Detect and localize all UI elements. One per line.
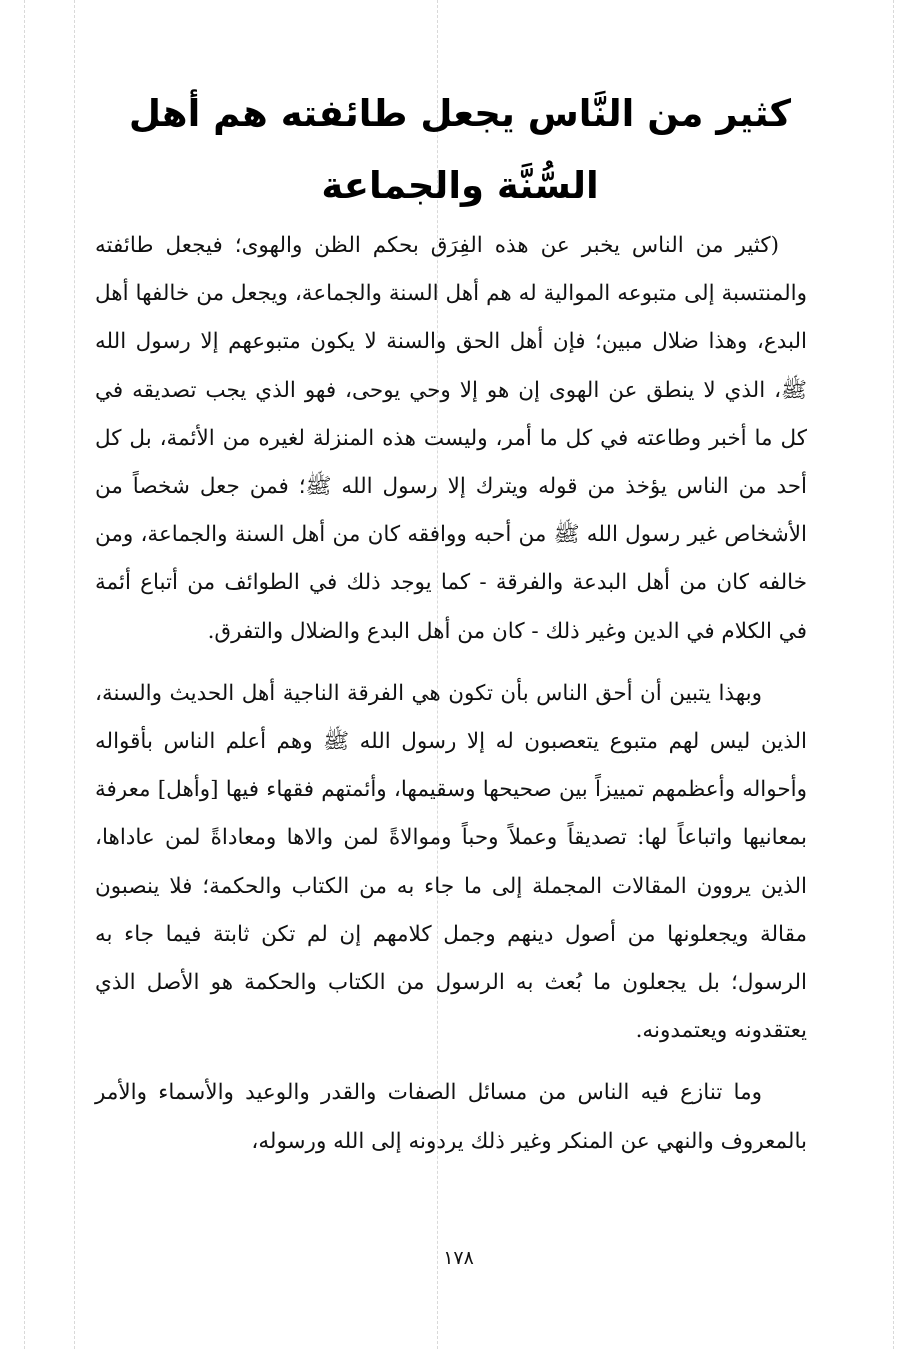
scan-artifact-line <box>893 0 894 1349</box>
paragraph-1: (كثير من الناس يخبر عن هذه الفِرَق بحكم الظن والهوى؛ فيجعل طائفته والمنتسبة إلى متبوعه الموالية له هم أهل السنة والجماعة، ويجعل من خالفها أهل البدع، وهذا ضلال مبين؛ فإن أهل الحق والسنة لا يكون متبوعهم إلا رسول الله ﷺ، الذي لا ينطق عن الهوى إن هو إلا وحي يوحى، فهو الذي يجب تصديقه في كل ما أخبر وطاعته في كل ما أمر، وليست هذه المنزلة لغيره من الأئمة، بل كل أحد من الناس يؤخذ من قوله ويترك إلا رسول الله ﷺ؛ فمن جعل شخصاً من الأشخاص غير رسول الله ﷺ من أحبه ووافقه كان من أهل السنة والجماعة، ومن خالفه كان من أهل البدعة والفرقة - كما يوجد ذلك في الطوائف من أتباع أئمة في الكلام في الدين وغير ذلك - كان من أهل البدع والضلال والتفرق. <box>95 233 808 644</box>
scan-artifact-line <box>24 0 25 1349</box>
page-number: ١٧٨ <box>443 1247 474 1269</box>
paragraph-2: وبهذا يتبين أن أحق الناس بأن تكون هي الفرقة الناجية أهل الحديث والسنة، الذين ليس لهم متبوع يتعصبون له إلا رسول الله ﷺ وهم أعلم الناس بأقواله وأحواله وأعظمهم تمييزاً بين صحيحها وسقيمها، وأئمتهم فقهاء فيها [وأهل] معرفة بمعانيها واتباعاً لها: تصديقاً وعملاً وحباً وموالاةً لمن والاها ومعاداةً لمن عاداها، الذين يروون المقالات المجملة إلى ما جاء به من الكتاب والحكمة؛ فلا ينصبون مقالة ويجعلونها من أصول دينهم وجمل كلامهم إن لم تكن ثابتة فيما جاء به الرسول؛ بل يجعلون ما بُعث به الرسول من الكتاب والحكمة هو الأصل الذي يعتقدونه ويعتمدونه. <box>95 680 807 1044</box>
paragraph-spacer <box>95 656 807 670</box>
body-text <box>95 222 807 1166</box>
paragraph-spacer <box>95 1055 807 1069</box>
title-line-1: كثير من النَّاس يجعل طائفته هم أهل <box>128 92 792 135</box>
title-line-2: السُّنَّة والجماعة <box>321 164 599 207</box>
paragraph-3: وما تنازع فيه الناس من مسائل الصفات والقدر والوعيد والأسماء والأمر بالمعروف والنهي عن المنكر وغير ذلك يردونه إلى الله ورسوله، <box>95 1080 807 1154</box>
page-title <box>110 78 810 222</box>
scan-artifact-line <box>74 0 75 1349</box>
